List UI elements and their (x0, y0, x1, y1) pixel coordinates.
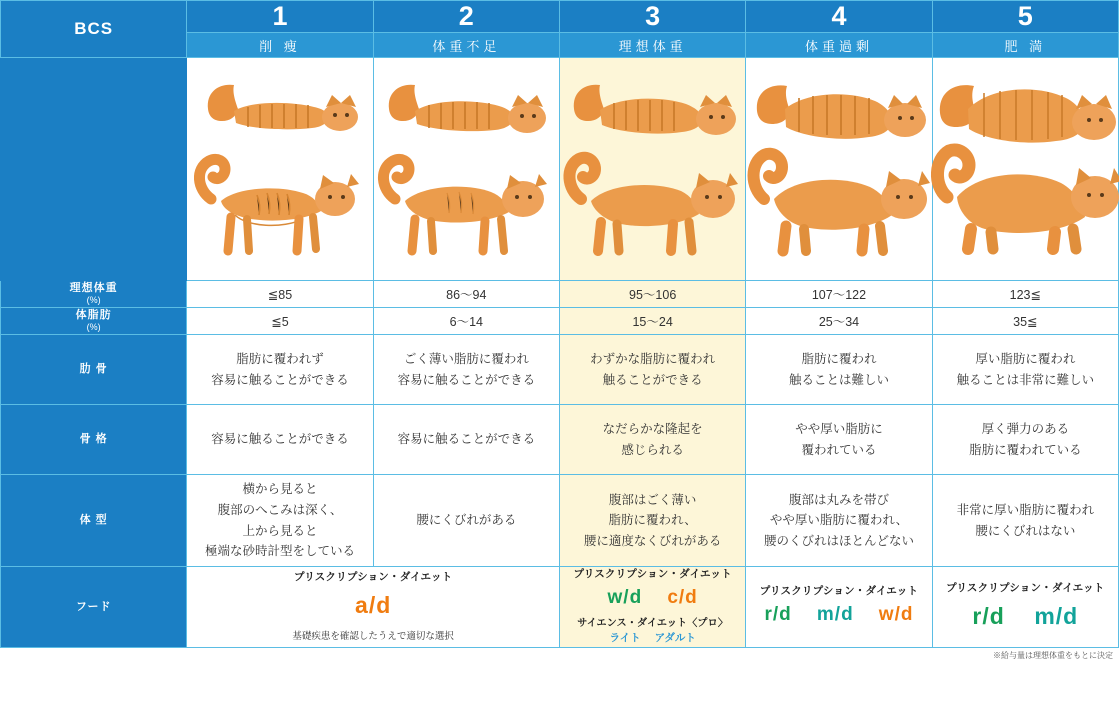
body-shape-3: 腹部はごく薄い 脂肪に覆われ、 腰に適度なくびれがある (559, 475, 745, 567)
food-product-wd-4: w/d (878, 604, 914, 626)
food-title-4: プリスクリプション・ダイエット (759, 585, 919, 598)
row-label-ribs: 肋 骨 (1, 335, 187, 405)
ideal-weight-3: 95〜106 (559, 281, 745, 308)
cat-side-view-5 (927, 139, 1119, 273)
body-fat-4: 25〜34 (746, 308, 932, 335)
body-fat-1: ≦5 (187, 308, 373, 335)
footnote: ※給与量は理想体重をもとに決定 (993, 651, 1113, 660)
cat-side-view-3 (557, 143, 749, 273)
row-label-body-shape: 体 型 (1, 475, 187, 567)
column-number-1: 1 (187, 1, 373, 33)
food-title-5: プリスクリプション・ダイエット (946, 581, 1105, 594)
cat-top-view-1 (190, 69, 370, 139)
food-product-light: ライト (609, 632, 641, 645)
body-shape-4: 腹部は丸みを帯び やや厚い脂肪に覆われ、 腰のくびれはほとんどない (746, 475, 932, 567)
row-label-bones: 骨 格 (1, 405, 187, 475)
row-label-ideal-weight-text: 理想体重 (69, 282, 118, 294)
food-products2-3 (560, 631, 745, 647)
cat-illustration-4 (746, 58, 932, 281)
ribs-4: 脂肪に覆われ 触ることは難しい (746, 335, 932, 405)
ideal-weight-1: ≦85 (187, 281, 373, 308)
cat-illustration-5 (932, 58, 1118, 281)
body-fat-3: 15〜24 (559, 308, 745, 335)
food-products-4 (746, 601, 931, 630)
ribs-1: 脂肪に覆われず 容易に触ることができる (187, 335, 373, 405)
row-label-ideal-weight-unit: (%) (86, 295, 101, 306)
food-product-ad: a/d (355, 592, 392, 618)
row-ideal-weight (1, 281, 1119, 308)
food-products-3 (560, 584, 745, 613)
body-shape-1: 横から見ると 腹部のへこみは深く、 上から見ると 極端な砂時計型をしている (187, 475, 373, 567)
ribs-3: わずかな脂肪に覆われ 触ることができる (559, 335, 745, 405)
food-cell-5 (932, 567, 1118, 648)
cat-top-view-2 (371, 69, 561, 139)
column-name-4: 体重過剰 (746, 33, 932, 58)
row-label-body-fat (1, 308, 187, 335)
ribs-5: 厚い脂肪に覆われ 触ることは非常に難しい (932, 335, 1118, 405)
row-label-body-fat-unit: (%) (86, 322, 101, 333)
ribs-2: ごく薄い脂肪に覆われ 容易に触ることができる (373, 335, 559, 405)
header-number-row (1, 1, 1119, 33)
food-cell-3 (559, 567, 745, 648)
food-product-cd-3: c/d (667, 586, 698, 608)
row-body-shape (1, 475, 1119, 567)
food-product-rd-5: r/d (972, 602, 1005, 629)
column-number-2: 2 (373, 1, 559, 33)
food-product-md-5: m/d (1034, 602, 1079, 629)
ideal-weight-5: 123≦ (932, 281, 1118, 308)
bones-1: 容易に触ることができる (187, 405, 373, 475)
food-title2-3: サイエンス・ダイエット〈プロ〉 (577, 618, 729, 630)
food-product-rd-4: r/d (764, 604, 792, 626)
cat-side-view-1 (187, 143, 373, 273)
ideal-weight-4: 107〜122 (746, 281, 932, 308)
column-name-1: 削 痩 (187, 33, 373, 58)
column-number-4: 4 (746, 1, 932, 33)
food-products-5 (933, 599, 1118, 634)
row-label-body-fat-text: 体脂肪 (75, 309, 112, 321)
food-title-3: プリスクリプション・ダイエット (573, 568, 732, 580)
cat-illustration-2 (373, 58, 559, 281)
food-note-1: 基礎疾患を確認したうえで適切な選択 (292, 630, 454, 642)
corner-label: BCS (1, 1, 187, 58)
food-product-md-4: m/d (816, 604, 854, 626)
row-label-food: フード (1, 567, 187, 648)
row-label-ideal-weight (1, 281, 187, 308)
column-number-5: 5 (932, 1, 1118, 33)
bones-4: やや厚い脂肪に 覆われている (746, 405, 932, 475)
row-food (1, 567, 1119, 648)
row-ribs (1, 335, 1119, 405)
column-number-3: 3 (559, 1, 745, 33)
row-body-fat (1, 308, 1119, 335)
bones-3: なだらかな隆起を 感じられる (559, 405, 745, 475)
food-title-1: プリスクリプション・ダイエット (293, 571, 453, 584)
cat-illustration-3 (559, 58, 745, 281)
cat-illustration-1 (187, 58, 373, 281)
column-name-2: 体重不足 (373, 33, 559, 58)
bones-2: 容易に触ることができる (373, 405, 559, 475)
body-fat-5: 35≦ (932, 308, 1118, 335)
food-product-adult: アダルト (654, 632, 696, 645)
cat-top-view-3 (556, 69, 750, 139)
bones-5: 厚く弾力のある 脂肪に覆われている (932, 405, 1118, 475)
cat-top-view-5 (926, 69, 1119, 147)
food-cell-1-2 (187, 567, 560, 648)
cat-side-view-2 (371, 143, 561, 273)
body-shape-2: 腰にくびれがある (373, 475, 559, 567)
column-name-5: 肥 満 (932, 33, 1118, 58)
illustration-row (1, 58, 1119, 281)
row-bones (1, 405, 1119, 475)
cat-side-view-4 (742, 141, 936, 273)
food-cell-4 (746, 567, 932, 648)
illustration-row-label (1, 58, 187, 281)
ideal-weight-2: 86〜94 (373, 281, 559, 308)
column-name-3: 理想体重 (559, 33, 745, 58)
cat-top-view-4 (741, 69, 937, 143)
body-shape-5: 非常に厚い脂肪に覆われ 腰にくびれはない (932, 475, 1118, 567)
body-fat-2: 6〜14 (373, 308, 559, 335)
food-product-wd-3: w/d (607, 586, 643, 608)
